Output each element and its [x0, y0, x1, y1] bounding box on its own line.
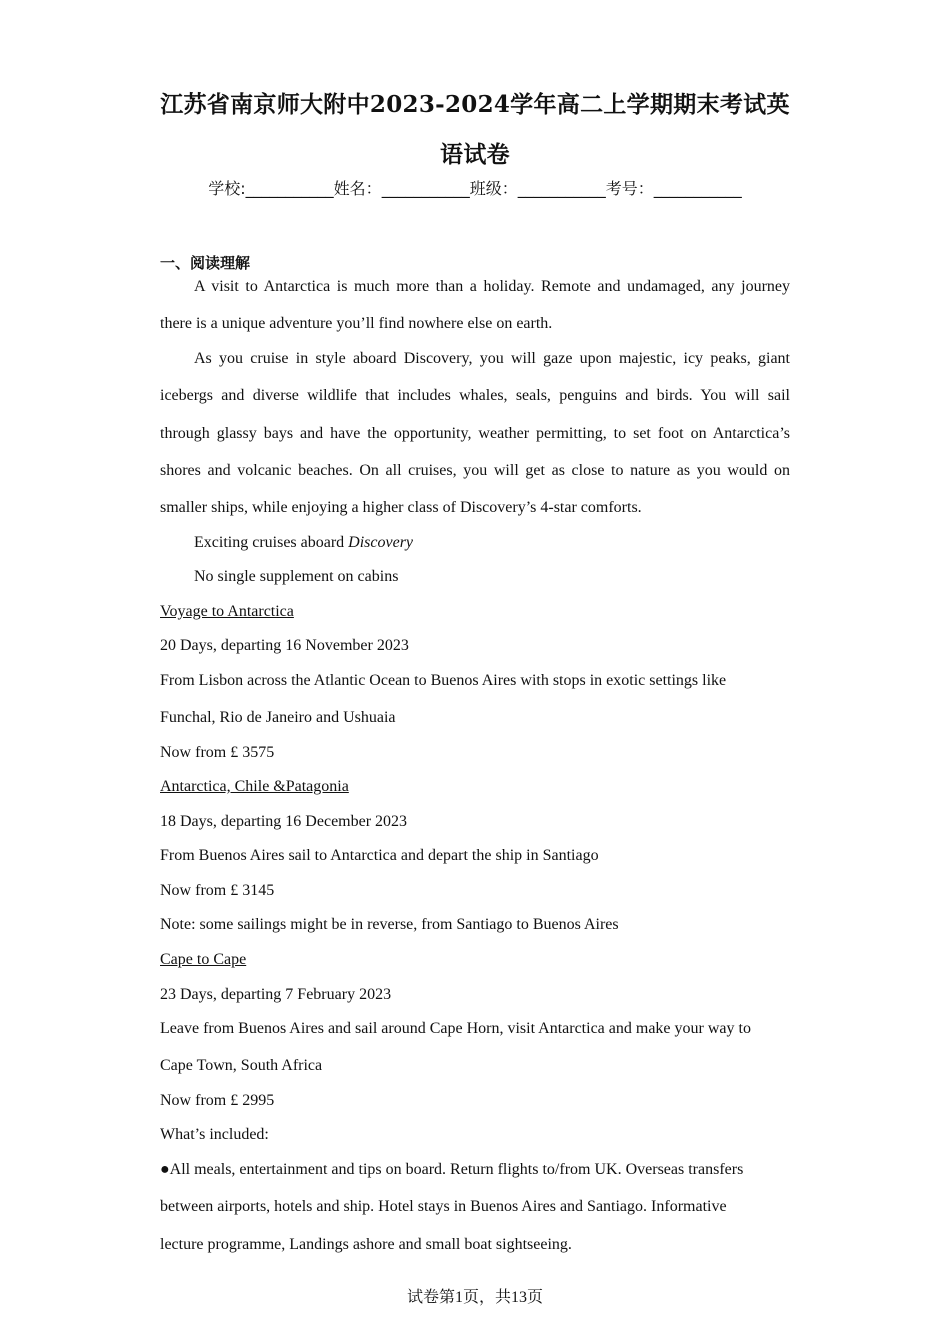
name-blank: ___________ [381, 179, 470, 198]
cruise-route: From Lisbon across the Atlantic Ocean to Buenos Aires with stops in exotic settings like [160, 672, 727, 689]
page-footer: 试卷第1页，共13页 [406, 1289, 543, 1306]
included-line: lecture programme, Landings ashore and small boat sightseeing. [160, 1236, 572, 1253]
included-line: between airports, hotels and ship. Hotel stays in Buenos Aires and Santiago. Informative [160, 1198, 727, 1215]
included-heading: What’s included: [160, 1126, 269, 1143]
cruise-route: Funchal, Rio de Janeiro and Ushuaia [160, 709, 396, 726]
cruise-note: Note: some sailings might be in reverse, from Santiago to Buenos Aires [160, 916, 619, 933]
class-label: 班级： [469, 179, 518, 198]
paragraph-line: A visit to Antarctica is much more than a holiday. Remote and undamaged, any journey [194, 278, 790, 295]
cruise-duration: 20 Days, departing 16 November 2023 [160, 637, 409, 654]
ad-line-prefix: Exciting cruises aboard [194, 534, 349, 551]
cruise-route: From Buenos Aires sail to Antarctica and depart the ship in Santiago [160, 847, 599, 864]
cruise-duration: 23 Days, departing 7 February 2023 [160, 986, 392, 1003]
name-label: 姓名： [333, 179, 382, 198]
class-blank: ___________ [517, 179, 606, 198]
number-blank: ___________ [653, 179, 742, 198]
paragraph-line: there is a unique adventure you’ll find nowhere else on earth. [160, 315, 553, 332]
ad-line: No single supplement on cabins [194, 568, 399, 585]
paragraph-line: As you cruise in style aboard Discovery, you will gaze upon majestic, icy peaks, giant [194, 350, 790, 367]
cruise-name: Antarctica, Chile &Patagonia [160, 778, 349, 795]
cruise-price: Now from £ 3145 [160, 882, 275, 899]
cruise-route: Cape Town, South Africa [160, 1057, 323, 1074]
cruise-price: Now from £ 2995 [160, 1092, 275, 1109]
school-label: 学校: [208, 179, 246, 198]
number-label: 考号： [605, 179, 654, 198]
exam-title-line2: 语试卷 [440, 141, 510, 168]
ad-line [194, 533, 413, 553]
exam-title-line1: 江苏省南京师大附中2023-2024学年高二上学期期末考试英 [160, 91, 790, 118]
student-info-row [150, 176, 800, 199]
cruise-name: Voyage to Antarctica [160, 603, 294, 620]
paragraph-line: smaller ships, while enjoying a higher class of Discovery’s 4-star comforts. [160, 499, 642, 516]
paragraph-line: through glassy bays and have the opportunity, weather permitting, to set foot on Antarctica’s [160, 425, 790, 442]
cruise-name: Cape to Cape [160, 951, 247, 968]
cruise-route: Leave from Buenos Aires and sail around Cape Horn, visit Antarctica and make your way to [160, 1020, 751, 1037]
ship-name: Discovery [348, 534, 414, 551]
paragraph-line: shores and volcanic beaches. On all cruises, you will get as close to nature as you would on [160, 462, 790, 479]
cruise-duration: 18 Days, departing 16 December 2023 [160, 813, 408, 830]
paragraph-line: icebergs and diverse wildlife that includes whales, seals, penguins and birds. You will sail [160, 387, 790, 404]
section-heading: 一、阅读理解 [160, 254, 251, 272]
included-line: ●All meals, entertainment and tips on board. Return flights to/from UK. Overseas transfers [160, 1161, 744, 1178]
school-blank: ___________ [245, 179, 334, 198]
cruise-price: Now from £ 3575 [160, 744, 275, 761]
